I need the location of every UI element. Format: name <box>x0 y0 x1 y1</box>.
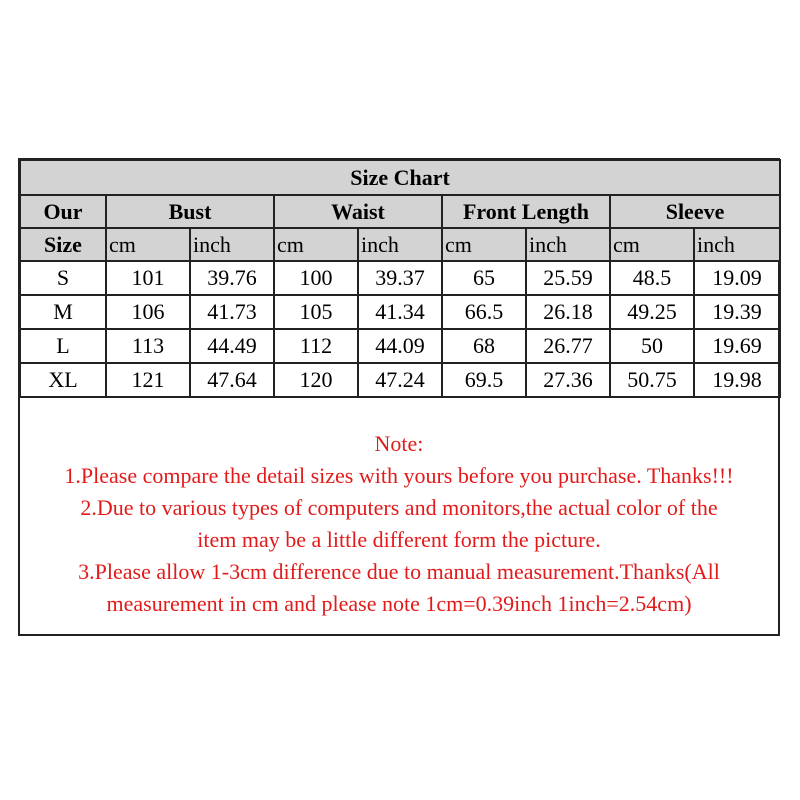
note-line: 2.Due to various types of computers and monitors,the actual color of the <box>80 495 718 520</box>
size-chart <box>18 158 780 636</box>
value-cell: 47.24 <box>358 363 442 397</box>
value-cell: 41.34 <box>358 295 442 329</box>
value-cell: 50.75 <box>610 363 694 397</box>
unit-cm: cm <box>106 228 190 261</box>
value-cell: 121 <box>106 363 190 397</box>
value-cell: 50 <box>610 329 694 363</box>
value-cell: 39.37 <box>358 261 442 295</box>
value-cell: 19.39 <box>694 295 780 329</box>
unit-inch: inch <box>358 228 442 261</box>
group-header-bust: Bust <box>106 195 274 228</box>
value-cell: 26.77 <box>526 329 610 363</box>
unit-inch: inch <box>694 228 780 261</box>
table-row <box>20 329 780 363</box>
note-heading: Note: <box>374 431 424 456</box>
size-table <box>19 159 781 398</box>
value-cell: 44.09 <box>358 329 442 363</box>
size-cell: L <box>20 329 106 363</box>
value-cell: 68 <box>442 329 526 363</box>
value-cell: 19.09 <box>694 261 780 295</box>
value-cell: 112 <box>274 329 358 363</box>
value-cell: 19.98 <box>694 363 780 397</box>
group-header-front-length: Front Length <box>442 195 610 228</box>
size-cell: M <box>20 295 106 329</box>
value-cell: 47.64 <box>190 363 274 397</box>
size-cell: XL <box>20 363 106 397</box>
note-line: 3.Please allow 1-3cm difference due to manual measurement.Thanks(All <box>78 559 720 584</box>
table-title: Size Chart <box>20 160 780 195</box>
value-cell: 41.73 <box>190 295 274 329</box>
unit-inch: inch <box>526 228 610 261</box>
value-cell: 44.49 <box>190 329 274 363</box>
value-cell: 65 <box>442 261 526 295</box>
unit-inch: inch <box>190 228 274 261</box>
value-cell: 19.69 <box>694 329 780 363</box>
value-cell: 113 <box>106 329 190 363</box>
note-line: measurement in cm and please note 1cm=0.39inch 1inch=2.54cm) <box>106 591 692 616</box>
value-cell: 120 <box>274 363 358 397</box>
value-cell: 100 <box>274 261 358 295</box>
value-cell: 26.18 <box>526 295 610 329</box>
table-row <box>20 295 780 329</box>
unit-cm: cm <box>610 228 694 261</box>
value-cell: 106 <box>106 295 190 329</box>
value-cell: 66.5 <box>442 295 526 329</box>
unit-cm: cm <box>274 228 358 261</box>
value-cell: 25.59 <box>526 261 610 295</box>
table-row <box>20 363 780 397</box>
value-cell: 49.25 <box>610 295 694 329</box>
unit-cm: cm <box>442 228 526 261</box>
value-cell: 69.5 <box>442 363 526 397</box>
size-cell: S <box>20 261 106 295</box>
value-cell: 105 <box>274 295 358 329</box>
group-header-waist: Waist <box>274 195 442 228</box>
value-cell: 101 <box>106 261 190 295</box>
value-cell: 27.36 <box>526 363 610 397</box>
table-row <box>20 261 780 295</box>
note-line: 1.Please compare the detail sizes with yours before you purchase. Thanks!!! <box>64 463 734 488</box>
value-cell: 48.5 <box>610 261 694 295</box>
size-header-bottom: Size <box>20 228 106 261</box>
notes-section <box>20 428 778 620</box>
group-header-sleeve: Sleeve <box>610 195 780 228</box>
note-line: item may be a little different form the picture. <box>197 527 601 552</box>
value-cell: 39.76 <box>190 261 274 295</box>
size-header-top: Our <box>20 195 106 228</box>
